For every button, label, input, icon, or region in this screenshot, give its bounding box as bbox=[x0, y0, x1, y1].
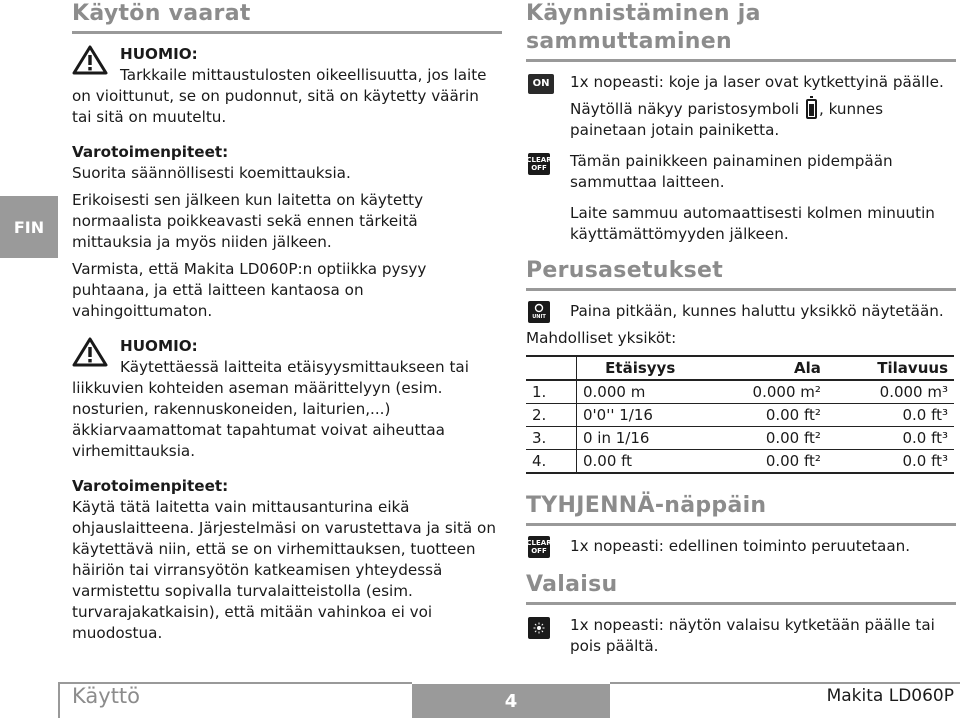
language-tab: FIN bbox=[0, 196, 58, 258]
volume-unit: 0.0 ft³ bbox=[827, 427, 954, 450]
warning-block-1 bbox=[72, 44, 502, 128]
light-row bbox=[526, 615, 956, 657]
clear-off-key-icon: CLEAR OFF bbox=[528, 536, 550, 558]
heading-rule bbox=[526, 288, 956, 291]
battery-icon bbox=[806, 99, 817, 119]
page-number: 4 bbox=[412, 684, 610, 718]
heading-basic-settings: Perusasetukset bbox=[526, 258, 724, 283]
unit-key-text: Paina pitkään, kunnes haluttu yksikkö näytetään. bbox=[570, 302, 944, 320]
precautions-text: Käytä tätä laitetta vain mittausanturina eikä ohjauslaitteena. Järjestelmäsi on varustettava ja sitä on käytettävä niin, että se on virhemittauksen, tuotteen häiriön tai virransyötön katkeamisen yhteydessä varmistettu sopivalla turvalaitteistolla (esim. turvarajakatkaisin), että mitään vahinkoa ei voi muodostua. bbox=[72, 498, 496, 642]
units-caption: Mahdolliset yksiköt: bbox=[526, 329, 677, 347]
header-volume: Tilavuus bbox=[827, 356, 954, 380]
heading-power: Käynnistäminen ja sammuttaminen bbox=[526, 1, 761, 54]
units-table-header bbox=[526, 356, 954, 380]
area-unit: 0.00 ft² bbox=[703, 404, 826, 427]
warning-icon bbox=[72, 45, 108, 75]
auto-off-row bbox=[526, 203, 956, 245]
light-key-icon bbox=[528, 617, 550, 639]
table-row bbox=[526, 450, 954, 474]
clear-off-key-icon: CLEAR OFF bbox=[528, 153, 550, 175]
row-index: 4. bbox=[526, 450, 577, 474]
precautions-title: Varotoimenpiteet: bbox=[72, 143, 229, 161]
warning-text: Käytettäessä laitteita etäisyysmittaukseen tai liikkuvien kohteiden aseman määrittelyyn (esim. nosturien, rakennuskoneiden, laiturien,...) äkkiarvaamattomat tapahtumat voivat aiheuttaa virhemittauksia. bbox=[72, 358, 469, 460]
on-key-text: 1x nopeasti: koje ja laser ovat kytkettyinä päälle. bbox=[570, 73, 944, 91]
on-key-row bbox=[526, 72, 956, 93]
left-column bbox=[72, 0, 502, 644]
header-area: Ala bbox=[703, 356, 826, 380]
footer bbox=[0, 682, 960, 718]
footer-product: Makita LD060P bbox=[826, 686, 954, 706]
table-row bbox=[526, 404, 954, 427]
light-text: 1x nopeasti: näytön valaisu kytketään päälle tai pois päältä. bbox=[570, 616, 935, 655]
right-column bbox=[526, 0, 956, 657]
precautions-title: Varotoimenpiteet: bbox=[72, 477, 229, 495]
row-index: 2. bbox=[526, 404, 577, 427]
distance-unit: 0'0'' 1/16 bbox=[577, 404, 704, 427]
warning-block-2 bbox=[72, 336, 502, 462]
precautions-text: Suorita säännöllisesti koemittauksia. bbox=[72, 164, 351, 182]
power-circle-icon bbox=[534, 303, 544, 313]
area-unit: 0.00 ft² bbox=[703, 427, 826, 450]
heading-rule bbox=[526, 523, 956, 526]
footer-bar bbox=[58, 684, 60, 718]
clear-quick-text: 1x nopeasti: edellinen toiminto peruutetaan. bbox=[570, 537, 911, 555]
row-index: 3. bbox=[526, 427, 577, 450]
paragraph-optics: Varmista, että Makita LD060P:n optiikka pysyy puhtaana, ja että laitteen kantaosa on vahingoittumaton. bbox=[72, 260, 427, 320]
volume-unit: 0.0 ft³ bbox=[827, 404, 954, 427]
distance-unit: 0.000 m bbox=[577, 380, 704, 404]
auto-off-text: Laite sammuu automaattisesti kolmen minuutin käyttämättömyyden jälkeen. bbox=[570, 204, 935, 243]
distance-unit: 0 in 1/16 bbox=[577, 427, 704, 450]
units-table bbox=[526, 355, 954, 474]
unit-key-icon: UNIT bbox=[528, 301, 550, 323]
area-unit: 0.000 m² bbox=[703, 380, 826, 404]
on-key-icon: ON bbox=[528, 74, 554, 94]
volume-unit: 0.000 m³ bbox=[827, 380, 954, 404]
warning-title: HUOMIO: bbox=[120, 337, 198, 355]
sun-icon bbox=[533, 622, 545, 634]
battery-text: Näytöllä näkyy paristosymboli , kunnes painetaan jotain painiketta. bbox=[570, 100, 884, 139]
heading-hazards: Käytön vaarat bbox=[72, 1, 251, 26]
clear-quick-row bbox=[526, 536, 956, 557]
heading-rule bbox=[526, 602, 956, 605]
warning-icon bbox=[72, 337, 108, 367]
footer-section: Käyttö bbox=[72, 684, 141, 708]
battery-row bbox=[526, 99, 956, 141]
row-index: 1. bbox=[526, 380, 577, 404]
heading-clear-key: TYHJENNÄ-näppäin bbox=[526, 493, 767, 518]
header-distance: Etäisyys bbox=[577, 356, 704, 380]
clear-off-row bbox=[526, 151, 956, 193]
paragraph-after-use: Erikoisesti sen jälkeen kun laitetta on käytetty normaalista poikkeavasti sekä ennen tärkeitä mittauksia ja myös niiden jälkeen. bbox=[72, 191, 424, 251]
warning-title: HUOMIO: bbox=[120, 45, 198, 63]
header-index bbox=[526, 356, 577, 380]
volume-unit: 0.0 ft³ bbox=[827, 450, 954, 474]
unit-key-row bbox=[526, 301, 956, 322]
area-unit: 0.00 ft² bbox=[703, 450, 826, 474]
table-row bbox=[526, 380, 954, 404]
table-row bbox=[526, 427, 954, 450]
heading-rule bbox=[526, 59, 956, 62]
heading-rule bbox=[72, 31, 502, 34]
distance-unit: 0.00 ft bbox=[577, 450, 704, 474]
warning-text: Tarkkaile mittaustulosten oikeellisuutta, jos laite on vioittunut, se on pudonnut, sitä on käytetty väärin tai sitä on muuteltu. bbox=[72, 66, 487, 126]
heading-lighting: Valaisu bbox=[526, 572, 618, 597]
clear-off-text: Tämän painikkeen painaminen pidempään sammuttaa laitteen. bbox=[570, 152, 893, 191]
